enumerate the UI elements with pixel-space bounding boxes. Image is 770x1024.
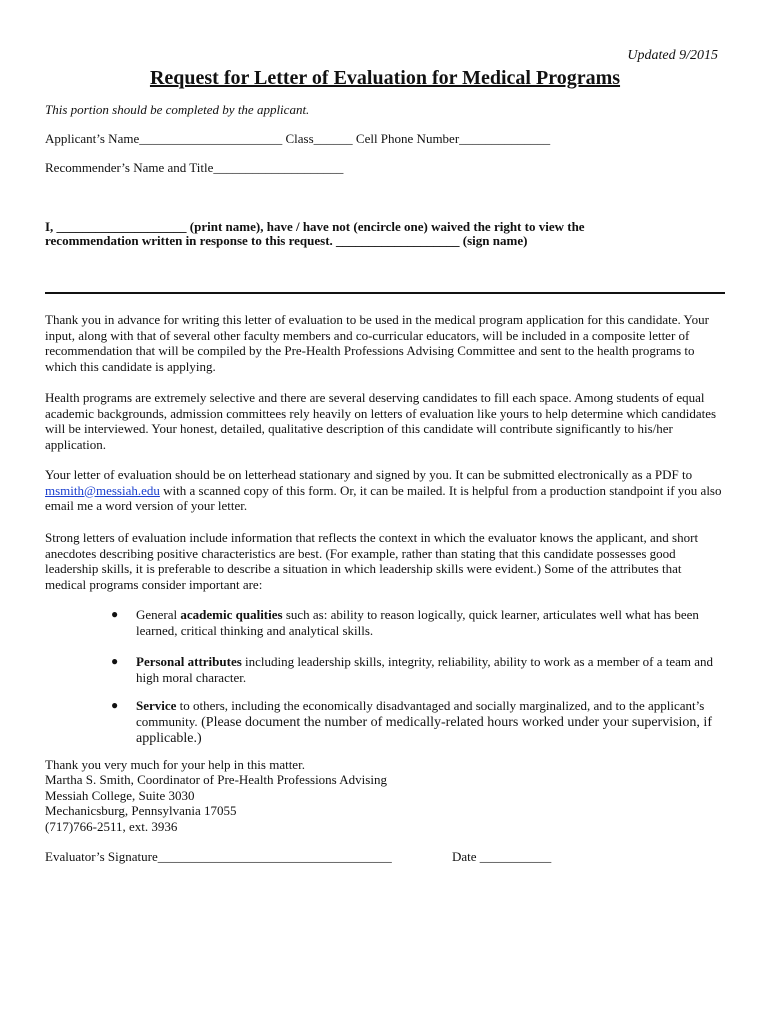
submission-text-before: Your letter of evaluation should be on letterhead stationary and signed by you. It can be submitted electronically as a PDF to	[45, 467, 693, 482]
paragraph-selective-text: Health programs are extremely selective and there are several deserving candidates to fill each space. Among students of equal academic backgrounds, admission committees rely heavily on letters of evaluation like yours to help determine which candidates will be interviewed. Your honest, detailed, qualitative description of this candidate will contribute significantly to his/her application.	[45, 390, 717, 452]
paragraph-strong-letters-text: Strong letters of evaluation include information that reflects the context in which the evaluator knows the applicant, and short anecdotes describing positive characteristics are best. (For example, rather than stating that this candidate possesses good leadership skills, it is preferable to describe a situation in which leadership skills were evident.) Some of the attributes that medical programs consider important are:	[45, 530, 699, 592]
section-divider	[45, 292, 725, 294]
bullet-personal-post: including leadership skills, integrity, reliability, ability to work as a member of a team and high moral character.	[136, 654, 714, 685]
closing-name: Martha S. Smith, Coordinator of Pre-Health Professions Advising	[45, 772, 387, 787]
email-link[interactable]: msmith@messiah.edu	[45, 482, 160, 498]
waiver-line-2: recommendation written in response to this request. ___________________ (sign name)	[45, 233, 528, 248]
recommender-field-line: Recommender’s Name and Title____________________	[45, 160, 344, 175]
date-field[interactable]: Date ___________	[452, 849, 552, 864]
bullet-service-tail: (Please document the number of medically-related hours worked under your supervision, if applicable.)	[136, 714, 712, 746]
paragraph-strong-letters	[45, 530, 725, 592]
paragraph-intro	[45, 312, 725, 374]
bullet-service-bold: Service	[136, 698, 177, 713]
document-title: Request for Letter of Evaluation for Medical Programs	[149, 67, 621, 89]
submission-text-after: with a scanned copy of this form. Or, it can be mailed. It is helpful from a production standpoint if you also email me a word version of your letter.	[45, 482, 722, 513]
bullet-personal-bold: Personal attributes	[136, 654, 242, 669]
bullet-academic	[136, 607, 726, 638]
bullet-service	[136, 698, 726, 747]
bullet-academic-pre: General	[136, 607, 181, 622]
bullet-icon: ●	[111, 654, 119, 668]
bullet-icon: ●	[111, 607, 119, 621]
bullet-personal	[136, 654, 726, 685]
closing-phone: (717)766-2511, ext. 3936	[45, 819, 178, 834]
applicant-note: This portion should be completed by the applicant.	[45, 102, 310, 117]
paragraph-intro-text: Thank you in advance for writing this letter of evaluation to be used in the medical program application for this candidate. Your input, along with that of several other faculty members and co-curricular educators, will be included in a composite letter of recommendation that will be compiled by the Pre-Health Professions Advising Committee and sent to the health programs to which this candidate is applying.	[45, 312, 709, 374]
bullet-academic-post: such as: ability to reason logically, quick learner, articulates well what has been learned, critical thinking and analytical skills.	[136, 607, 699, 638]
closing-city: Mechanicsburg, Pennsylvania 17055	[45, 803, 237, 818]
paragraph-submission	[45, 467, 725, 514]
paragraph-submission-text	[45, 467, 725, 514]
bullet-academic-bold: academic qualities	[180, 607, 283, 622]
bullet-service-post: to others, including the economically disadvantaged and socially marginalized, and to the applicant’s community.	[136, 698, 705, 729]
evaluator-signature-field[interactable]: Evaluator’s Signature____________________________________	[45, 849, 392, 864]
closing-thanks: Thank you very much for your help in this matter.	[45, 757, 305, 772]
applicant-fields-line: Applicant’s Name______________________ Class______ Cell Phone Number______________	[45, 131, 551, 146]
bullet-icon: ●	[111, 698, 119, 712]
paragraph-selective	[45, 390, 725, 452]
closing-org: Messiah College, Suite 3030	[45, 788, 195, 803]
updated-date: Updated 9/2015	[627, 48, 718, 63]
waiver-line-1: I, ____________________ (print name), have / have not (encircle one) waived the right to view the	[45, 219, 585, 234]
